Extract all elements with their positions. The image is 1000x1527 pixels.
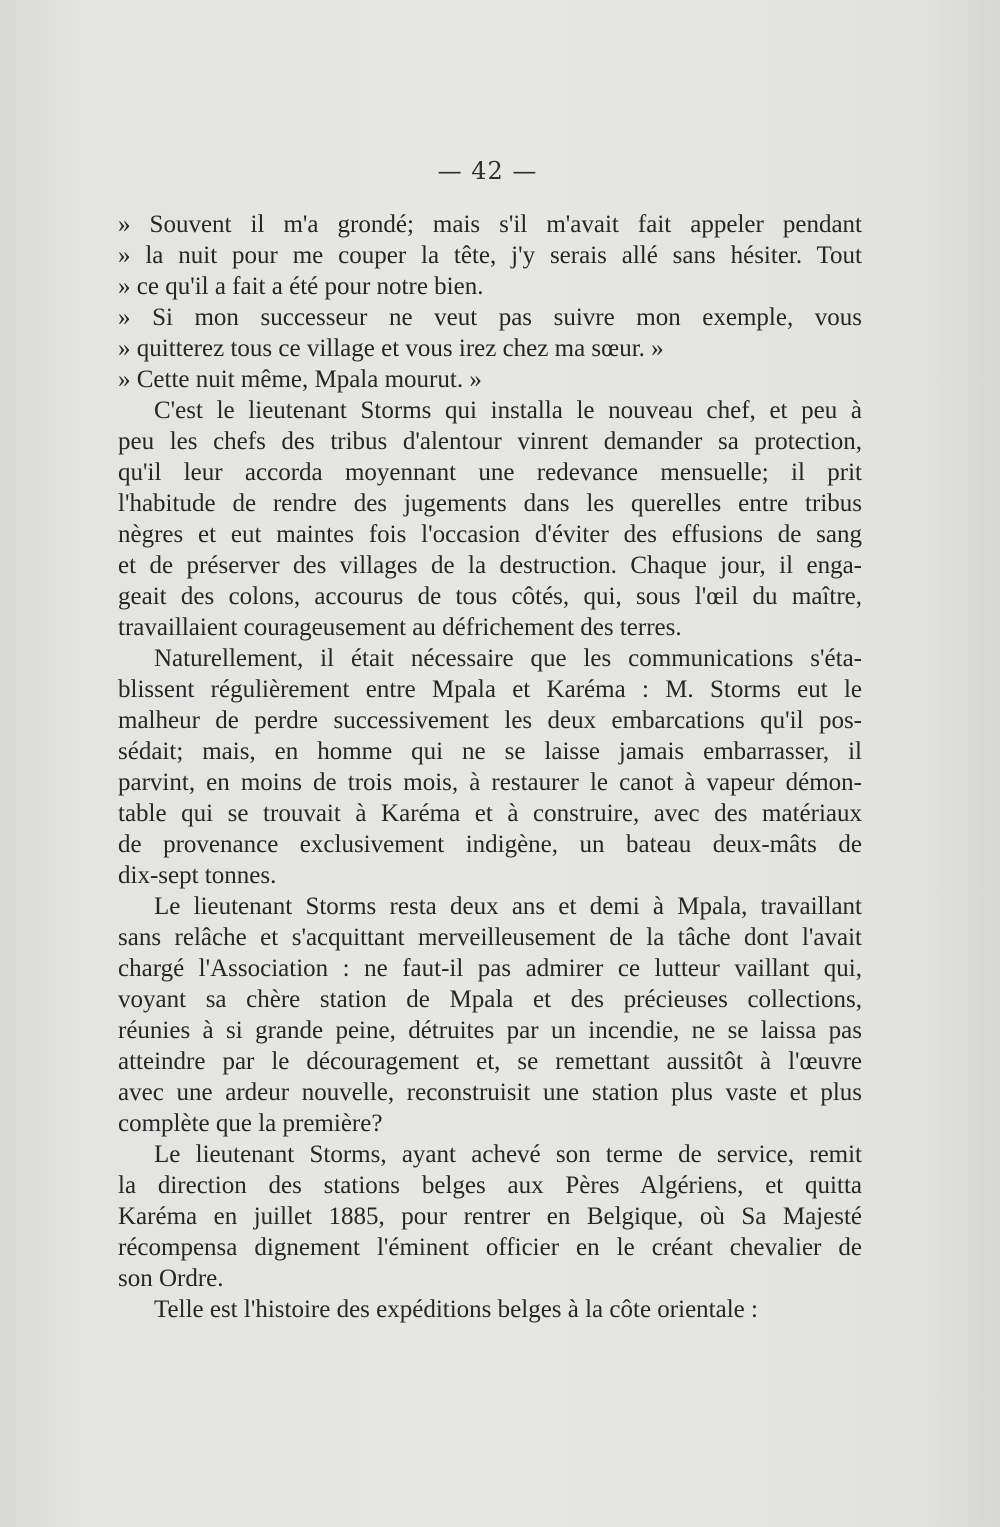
text-line: et de préserver des villages de la destruction. Chaque jour, il enga- — [118, 552, 862, 579]
text-line: peu les chefs des tribus d'alentour vinrent demander sa protection, — [118, 428, 862, 455]
text-line: avec une ardeur nouvelle, reconstruisit une station plus vaste et plus — [118, 1079, 862, 1106]
text-line: travaillaient courageusement au défrichement des terres. — [118, 614, 682, 641]
text-line: son Ordre. — [118, 1265, 224, 1292]
body-paragraph — [118, 1294, 862, 1325]
text-line: récompensa dignement l'éminent officier en le créant chevalier de — [118, 1234, 862, 1261]
text-line: dix-sept tonnes. — [118, 862, 277, 889]
text-line: Telle est l'histoire des expéditions belges à la côte orientale : — [154, 1296, 758, 1323]
quote-paragraph — [118, 302, 862, 364]
text-line: blissent régulièrement entre Mpala et Karéma : M. Storms eut le — [118, 676, 862, 703]
text-line: malheur de perdre successivement les deux embarcations qu'il pos- — [118, 707, 862, 734]
text-line: de provenance exclusivement indigène, un bateau deux-mâts de — [118, 831, 862, 858]
text-line: » Si mon successeur ne veut pas suivre mon exemple, vous — [118, 304, 862, 331]
text-line: atteindre par le découragement et, se remettant aussitôt à l'œuvre — [118, 1048, 862, 1075]
text-line: » la nuit pour me couper la tête, j'y serais allé sans hésiter. Tout — [118, 242, 862, 269]
text-line: sédait; mais, en homme qui ne se laisse jamais embarrasser, il — [118, 738, 862, 765]
text-line: C'est le lieutenant Storms qui installa le nouveau chef, et peu à — [154, 397, 862, 424]
text-line: qu'il leur accorda moyennant une redevance mensuelle; il prit — [118, 459, 862, 486]
text-line: » Souvent il m'a grondé; mais s'il m'avait fait appeler pendant — [118, 211, 862, 238]
quote-paragraph — [118, 364, 862, 395]
text-line: réunies à si grande peine, détruites par un incendie, ne se laissa pas — [118, 1017, 862, 1044]
text-line: Karéma en juillet 1885, pour rentrer en Belgique, où Sa Majesté — [118, 1203, 862, 1230]
body-paragraph — [118, 643, 862, 891]
quote-paragraph — [118, 209, 862, 302]
body-paragraph — [118, 891, 862, 1139]
text-line: voyant sa chère station de Mpala et des précieuses collections, — [118, 986, 862, 1013]
page-number: — 42 — — [437, 157, 538, 185]
text-line: Le lieutenant Storms, ayant achevé son terme de service, remit — [154, 1141, 862, 1168]
text-line: » Cette nuit même, Mpala mourut. » — [118, 366, 482, 393]
text-line: table qui se trouvait à Karéma et à construire, avec des matériaux — [118, 800, 862, 827]
text-line: complète que la première? — [118, 1110, 383, 1137]
text-line: geait des colons, accourus de tous côtés, qui, sous l'œil du maître, — [118, 583, 862, 610]
body-paragraph — [118, 1139, 862, 1294]
text-line: l'habitude de rendre des jugements dans les querelles entre tribus — [118, 490, 862, 517]
page-text-body — [118, 209, 862, 1325]
text-line: la direction des stations belges aux Pères Algériens, et quitta — [118, 1172, 862, 1199]
text-line: » ce qu'il a fait a été pour notre bien. — [118, 273, 484, 300]
text-line: Naturellement, il était nécessaire que les communications s'éta- — [154, 645, 862, 672]
text-line: parvint, en moins de trois mois, à restaurer le canot à vapeur démon- — [118, 769, 862, 796]
text-line: nègres et eut maintes fois l'occasion d'éviter des effusions de sang — [118, 521, 862, 548]
body-paragraph — [118, 395, 862, 643]
text-line: » quitterez tous ce village et vous irez chez ma sœur. » — [118, 335, 664, 362]
text-line: chargé l'Association : ne faut-il pas admirer ce lutteur vaillant qui, — [118, 955, 862, 982]
text-line: sans relâche et s'acquittant merveilleusement de la tâche dont l'avait — [118, 924, 862, 951]
text-line: Le lieutenant Storms resta deux ans et demi à Mpala, travaillant — [154, 893, 862, 920]
